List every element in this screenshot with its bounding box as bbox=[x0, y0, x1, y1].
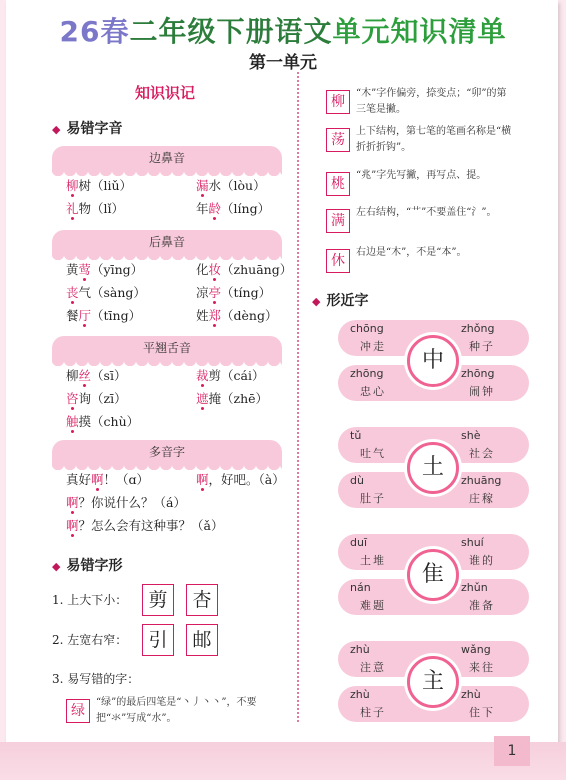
note-line-1: 左右结构，“艹”不要盖住“氵”。 bbox=[356, 207, 497, 218]
note-text bbox=[356, 86, 551, 118]
pron-item bbox=[66, 412, 139, 430]
similar-word: 肚子 bbox=[360, 492, 386, 505]
section-glyph-form bbox=[52, 555, 122, 575]
column-divider bbox=[297, 72, 299, 722]
group-band-1: 后鼻音 bbox=[52, 230, 282, 254]
similar-word: 准备 bbox=[469, 599, 495, 612]
pron-char: 裁 bbox=[196, 368, 209, 383]
pron-post: （yīng） bbox=[91, 262, 144, 277]
pron-char: 郑 bbox=[208, 308, 222, 323]
pron-item bbox=[66, 306, 141, 324]
note-line-2: 三笔是撇。 bbox=[356, 104, 406, 115]
pron-char: 厅 bbox=[78, 308, 92, 323]
similar-word: 注意 bbox=[360, 661, 386, 674]
similar-word: 社会 bbox=[469, 447, 495, 460]
similar-word-pinyin: zhù bbox=[350, 688, 370, 701]
pron-char: 啊 bbox=[91, 472, 104, 487]
pron-post: （dèng） bbox=[221, 308, 278, 323]
similar-word: 吐气 bbox=[360, 447, 386, 460]
pron-post: （líng） bbox=[221, 201, 271, 216]
similar-word: 土堆 bbox=[360, 554, 386, 567]
pron-item bbox=[196, 176, 266, 194]
note-char-box: 满 bbox=[326, 209, 350, 233]
lv-note-line-2: 把“氺”写成“水”。 bbox=[96, 713, 177, 724]
pron-item bbox=[66, 493, 186, 511]
pron-char: 柳 bbox=[66, 178, 79, 193]
form2-char-2: 邮 bbox=[186, 624, 218, 656]
pron-post: （tíng） bbox=[221, 285, 272, 300]
title-subject: 二年级下册语文 bbox=[129, 15, 333, 48]
pron-post: （tīng） bbox=[91, 308, 142, 323]
pron-post: 摸（chù） bbox=[78, 414, 140, 429]
lv-note bbox=[96, 695, 292, 727]
pron-post: 树（liǔ） bbox=[78, 178, 133, 193]
note-line-2: 折折折钩”。 bbox=[356, 142, 412, 153]
pron-post: ，好吧。（à） bbox=[208, 472, 285, 487]
similar-word-pinyin: duī bbox=[350, 536, 368, 549]
similar-word: 谁的 bbox=[469, 554, 495, 567]
similar-word: 住下 bbox=[469, 706, 495, 719]
lv-note-line-1: “绿”的最后四笔是“丶丿丶丶”，不要 bbox=[96, 697, 257, 708]
pron-pre: 柳 bbox=[66, 368, 79, 383]
group-band-0: 边鼻音 bbox=[52, 146, 282, 170]
title-topic: 单元知识清单 bbox=[332, 15, 507, 48]
group-band-3: 多音字 bbox=[52, 440, 282, 464]
form2-label: 2. 左宽右窄： bbox=[52, 633, 128, 647]
similar-word-pinyin: wǎng bbox=[461, 643, 491, 656]
form1-label: 1. 上大下小： bbox=[52, 593, 128, 607]
pron-item bbox=[196, 199, 270, 217]
page-title bbox=[0, 10, 566, 50]
pron-post: ！（ɑ） bbox=[103, 472, 150, 487]
pron-item bbox=[196, 260, 292, 278]
similar-word: 忠心 bbox=[360, 385, 386, 398]
similar-word-pinyin: shè bbox=[461, 429, 481, 442]
pron-char: 丧 bbox=[66, 285, 79, 300]
section-pronunciation-label: 易错字音 bbox=[66, 121, 123, 137]
note-line-1: 右边是“木”，不是“本”。 bbox=[356, 247, 467, 258]
pron-item bbox=[196, 470, 285, 488]
pron-char: 啊 bbox=[66, 495, 79, 510]
pron-item bbox=[66, 176, 132, 194]
pron-item bbox=[66, 283, 146, 301]
pron-char: 触 bbox=[66, 414, 79, 429]
note-text bbox=[356, 245, 551, 261]
pron-item bbox=[66, 366, 126, 384]
pron-post: （zhuāng） bbox=[221, 262, 293, 277]
pron-item bbox=[66, 389, 127, 407]
pron-item bbox=[66, 199, 124, 217]
pron-post: 物（lǐ） bbox=[78, 201, 125, 216]
knowledge-heading: 知识识记 bbox=[134, 84, 195, 102]
similar-word-pinyin: dù bbox=[350, 474, 364, 487]
pron-pre: 黄 bbox=[66, 262, 79, 277]
similar-word-pinyin: tǔ bbox=[350, 429, 362, 442]
pron-post: 掩（zhē） bbox=[208, 391, 269, 406]
similar-word: 闹钟 bbox=[469, 385, 495, 398]
pron-pre: 凉 bbox=[196, 285, 209, 300]
similar-word-pinyin: shuí bbox=[461, 536, 484, 549]
similar-word-pinyin: zhōng bbox=[350, 367, 384, 380]
section-glyph-form-label: 易错字形 bbox=[66, 558, 123, 574]
title-grade: 26春 bbox=[59, 15, 130, 48]
diamond-icon: ◆ bbox=[312, 295, 321, 308]
pron-item bbox=[196, 306, 277, 324]
similar-word: 冲走 bbox=[360, 340, 386, 353]
pron-item bbox=[66, 470, 149, 488]
similar-word-pinyin: zhuāng bbox=[461, 474, 502, 487]
pron-post: 水（lòu） bbox=[208, 178, 266, 193]
pron-pre: 真好 bbox=[66, 472, 92, 487]
pron-post: 气（sàng） bbox=[78, 285, 146, 300]
similar-word-pinyin: chōng bbox=[350, 322, 384, 335]
note-text bbox=[356, 124, 551, 156]
form1-char-2: 杏 bbox=[186, 584, 218, 616]
note-line-1: “兆”字先写撇，再写点、提。 bbox=[356, 170, 487, 181]
note-char-box: 桃 bbox=[326, 172, 350, 196]
diamond-icon: ◆ bbox=[52, 123, 61, 136]
form3-label: 3. 易写错的字： bbox=[52, 672, 140, 686]
section-similar-chars bbox=[312, 290, 368, 310]
pron-post: ？你说什么？（á） bbox=[78, 495, 186, 510]
pron-post: 剪（cái） bbox=[208, 368, 265, 383]
similar-word: 庄稼 bbox=[469, 492, 495, 505]
pron-item bbox=[196, 366, 264, 384]
pron-char: 漏 bbox=[196, 178, 209, 193]
pron-item bbox=[196, 283, 271, 301]
note-line-1: 上下结构，第七笔的笔画名称是“横 bbox=[356, 126, 512, 137]
similar-word-pinyin: nán bbox=[350, 581, 371, 594]
similar-word-pinyin: zhù bbox=[461, 688, 481, 701]
group-band-2: 平翘舌音 bbox=[52, 336, 282, 360]
pron-char: 丝 bbox=[78, 368, 92, 383]
lv-char-box: 绿 bbox=[66, 699, 90, 723]
pron-item bbox=[196, 389, 268, 407]
section-pronunciation bbox=[52, 118, 122, 138]
similar-word-pinyin: zhǔn bbox=[461, 581, 488, 594]
pron-pre: 姓 bbox=[196, 308, 209, 323]
form1-char-1: 剪 bbox=[142, 584, 174, 616]
similar-word: 种子 bbox=[469, 340, 495, 353]
similar-word-pinyin: zhù bbox=[350, 643, 370, 656]
similar-word: 难题 bbox=[360, 599, 386, 612]
note-char-box: 荡 bbox=[326, 128, 350, 152]
section-similar-chars-label: 形近字 bbox=[326, 293, 369, 309]
similar-word: 柱子 bbox=[360, 706, 386, 719]
pron-char: 遮 bbox=[196, 391, 209, 406]
pron-pre: 餐 bbox=[66, 308, 79, 323]
pron-char: 龄 bbox=[208, 201, 222, 216]
pron-char: 莺 bbox=[78, 262, 92, 277]
pron-char: 啊 bbox=[196, 472, 209, 487]
note-text bbox=[356, 168, 551, 184]
similar-word: 来往 bbox=[469, 661, 495, 674]
similar-word-pinyin: zhǒng bbox=[461, 322, 495, 335]
page-number: 1 bbox=[494, 736, 530, 766]
pron-char: 咨 bbox=[66, 391, 79, 406]
pron-pre: 化 bbox=[196, 262, 209, 277]
similar-word-pinyin: zhōng bbox=[461, 367, 495, 380]
pron-char: 啊 bbox=[66, 518, 79, 533]
pron-char: 妆 bbox=[208, 262, 222, 277]
note-line-1: “木”字作偏旁，捺变点；“卯”的第 bbox=[356, 88, 507, 99]
pron-pre: 年 bbox=[196, 201, 209, 216]
pron-item bbox=[66, 260, 143, 278]
unit-subtitle: 第一单元 bbox=[249, 53, 317, 73]
note-text bbox=[356, 205, 551, 221]
cluster-center-char: 土 bbox=[407, 442, 459, 494]
pron-char: 礼 bbox=[66, 201, 79, 216]
pron-char: 亭 bbox=[208, 285, 222, 300]
cluster-center-char: 中 bbox=[407, 335, 459, 387]
cluster-center-char: 隹 bbox=[407, 549, 459, 601]
pron-post: （sī） bbox=[91, 368, 127, 383]
page-footer-bar bbox=[0, 742, 566, 780]
diamond-icon: ◆ bbox=[52, 560, 61, 573]
form2-char-1: 引 bbox=[142, 624, 174, 656]
pron-post: 询（zī） bbox=[78, 391, 127, 406]
pron-post: ？怎么会有这种事？（ǎ） bbox=[78, 518, 224, 533]
note-char-box: 休 bbox=[326, 249, 350, 273]
cluster-center-char: 主 bbox=[407, 656, 459, 708]
note-char-box: 柳 bbox=[326, 90, 350, 114]
pron-item bbox=[66, 516, 223, 534]
